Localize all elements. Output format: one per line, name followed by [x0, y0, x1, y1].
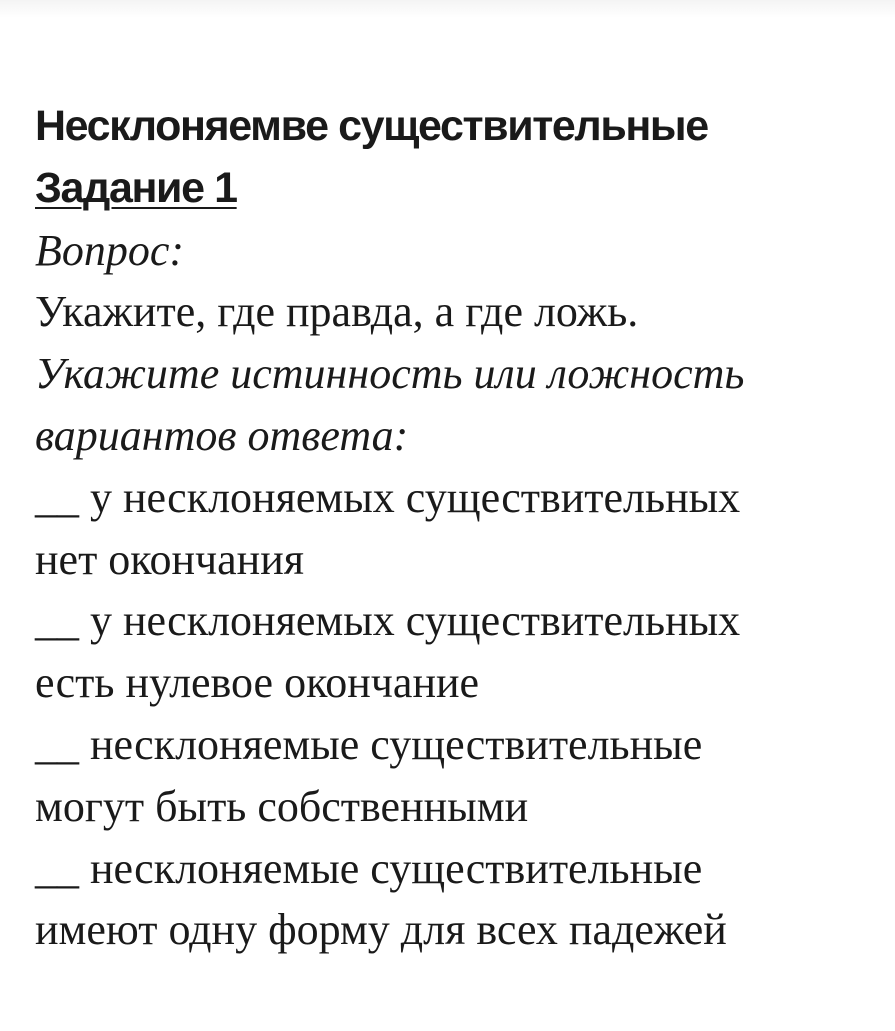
statement-text: у несклоняемых существительных — [90, 596, 741, 646]
statement-line-1 — [35, 467, 890, 529]
statement-line-2: могут быть собственными — [35, 781, 529, 831]
statement-item — [35, 838, 890, 962]
top-shadow — [0, 0, 895, 18]
statement-line-1 — [35, 590, 890, 652]
question-text: Укажите, где правда, а где ложь. — [35, 287, 639, 337]
statement-item — [35, 590, 890, 714]
statement-item — [35, 714, 890, 838]
statement-item — [35, 467, 890, 591]
task-label: Задание 1 — [35, 163, 237, 212]
task-label-line — [35, 158, 890, 220]
statement-line-1 — [35, 714, 890, 776]
instruction-line-1: Укажите истинность или ложность — [35, 349, 745, 399]
document-body — [35, 96, 890, 961]
answer-blank[interactable]: __ — [35, 596, 79, 646]
instruction-line-2: вариантов ответа: — [35, 410, 409, 460]
statement-text: у несклоняемых существительных — [90, 472, 741, 522]
statement-text: несклоняемые существительные — [90, 843, 703, 893]
statement-text: несклоняемые существительные — [90, 719, 703, 769]
answer-blank[interactable]: __ — [35, 472, 79, 522]
question-label: Вопрос: — [35, 225, 185, 275]
answer-blank[interactable]: __ — [35, 843, 79, 893]
statement-line-2: имеют одну форму для всех падежей — [35, 905, 727, 955]
statement-line-1 — [35, 838, 890, 900]
answer-blank[interactable]: __ — [35, 719, 79, 769]
statement-line-2: нет окончания — [35, 534, 304, 584]
statement-line-2: есть нулевое окончание — [35, 658, 480, 708]
document-title: Несклоняемве существительные — [35, 102, 708, 150]
